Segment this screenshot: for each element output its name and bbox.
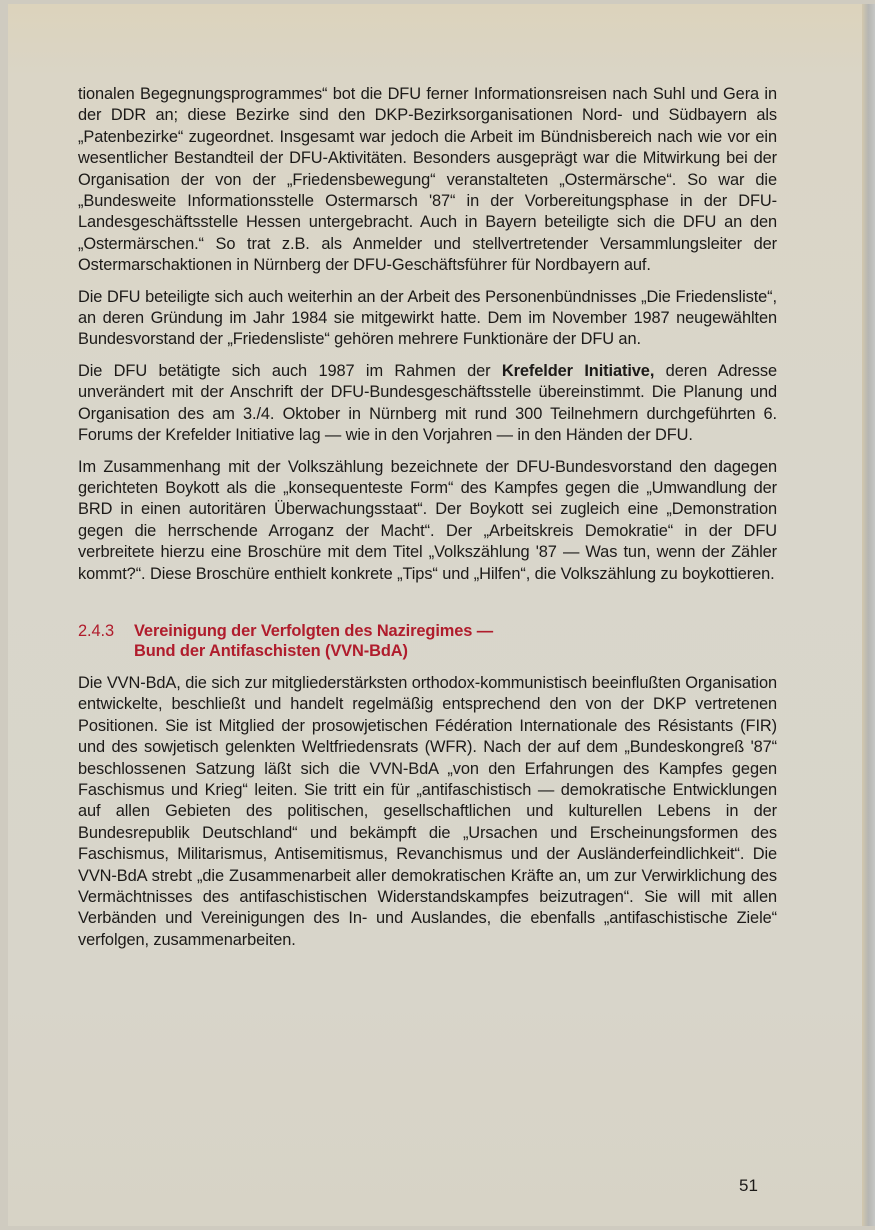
section-title (134, 621, 493, 661)
document-page (8, 4, 862, 1226)
paragraph-text: deren Adresse unverändert mit der Anschrift der DFU-Bundesgeschäftsstelle übereinstimmt. Die Planung und Organisation des am 3./4. Oktober in Nürnberg mit rund 300 Teilnehmern durchgeführten 6. Forums der Krefelder Initiative lag — wie in den Vorjahren — in den Händen der DFU. (78, 361, 778, 445)
section-number: 2.4.3 (78, 621, 114, 640)
section-heading (78, 621, 777, 661)
page-body (78, 84, 777, 961)
paragraph-friedensliste: Die DFU beteiligte sich auch weiterhin an der Arbeit des Personenbündnisses „Die Friedensliste“, an deren Gründung im Jahr 1984 sie mitgewirkt hatte. Dem im November 1987 neugewählten Bundesvorstand der „Friedensliste“ gehören mehrere Funktionäre der DFU an. (78, 287, 777, 349)
paragraph-text: Die DFU betätigte sich auch 1987 im Rahmen der (78, 361, 502, 380)
section-title-line-1: Vereinigung der Verfolgten des Naziregimes — (134, 621, 494, 640)
paragraph-vvn-bda: Die VVN-BdA, die sich zur mitgliederstärksten orthodox-kommunistisch beeinflußten Organisation entwickelte, beschließt und handelt regelmäßig entsprechend den von der DKP vertretenen Positionen. Sie ist Mitglied der prosowjetischen Fédération Internationale des Résistants (FIR) und des sowjetisch gelenkten Weltfriedensrats (WFR). Nach der auf dem „Bundeskongreß '87“ beschlossenen Satzung läßt sich die VVN-BdA „von den Erfahrungen des Kampfes gegen Faschismus und Krieg“ leiten. Sie tritt ein für „antifaschistisch — demokratische Entwicklungen auf allen Gebieten des politischen, gesellschaftlichen und kulturellen Lebens in der Bundesrepublik Deutschland“ und bekämpft die „Ursachen und Erscheinungsformen des Faschismus, Militarismus, Antisemitismus, Revanchismus und der Ausländerfeindlichkeit“. Die VVN-BdA strebt „die Zusammenarbeit aller demokratischen Kräfte an, um zur Verwirklichung des Vermächtnisses des antifaschistischen Widerstandskampfes beizutragen“. Sie will mit allen Verbänden und Vereinigungen des In- und Auslandes, die ebenfalls „antifaschistische Ziele“ verfolgen, zusammenarbeiten. (78, 673, 777, 949)
section-title-line-2: Bund der Antifaschisten (VVN-BdA) (134, 641, 408, 660)
paragraph-dfu-informationsreisen: tionalen Begegnungsprogrammes“ bot die DFU ferner Informationsreisen nach Suhl und Gera in der DDR an; diese Bezirke sind den DKP-Bezirksorganisationen Nord- und Südbayern als „Patenbezirke“ zugeordnet. Insgesamt war jedoch die Arbeit im Bündnisbereich nach wie vor ein wesentlicher Bestandteil der DFU-Aktivitäten. Besonders ausgeprägt war die Mitwirkung bei der Organisation der von der „Friedensbewegung“ veranstalteten „Ostermärsche“. So war die „Bundesweite Informationsstelle Ostermarsch '87“ in der Vorbereitungsphase in der DFU-Landesgeschäftsstelle Hessen untergebracht. Auch in Bayern beteiligte sich die DFU an den „Ostermärschen.“ So trat z.B. als Anmelder und stellvertretender Versammlungsleiter der Ostermarschaktionen in Nürnberg der DFU-Geschäftsführer für Nordbayern auf. (78, 85, 777, 275)
paragraph-krefelder-initiative (78, 361, 777, 447)
paragraph-volkszaehlung: Im Zusammenhang mit der Volkszählung bezeichnete der DFU-Bundesvorstand den dagegen gerichteten Boykott als die „konsequenteste Form“ des Kampfes gegen die „Umwandlung der BRD in einen autoritären Überwachungsstaat“. Der Boykott sei zugleich eine „Demonstration gegen die herrschende Arroganz der Macht“. Der „Arbeitskreis Demokratie“ in der DFU verbreitete hierzu eine Broschüre mit dem Titel „Volkszählung '87 — Was tun, wenn der Zähler kommt?“. Diese Broschüre enthielt konkrete „Tips“ und „Hilfen“, die Volkszählung zu boykottieren. (78, 457, 777, 583)
emphasis-krefelder-initiative: Krefelder Initiative, (501, 361, 655, 380)
page-number: 51 (739, 1176, 758, 1195)
